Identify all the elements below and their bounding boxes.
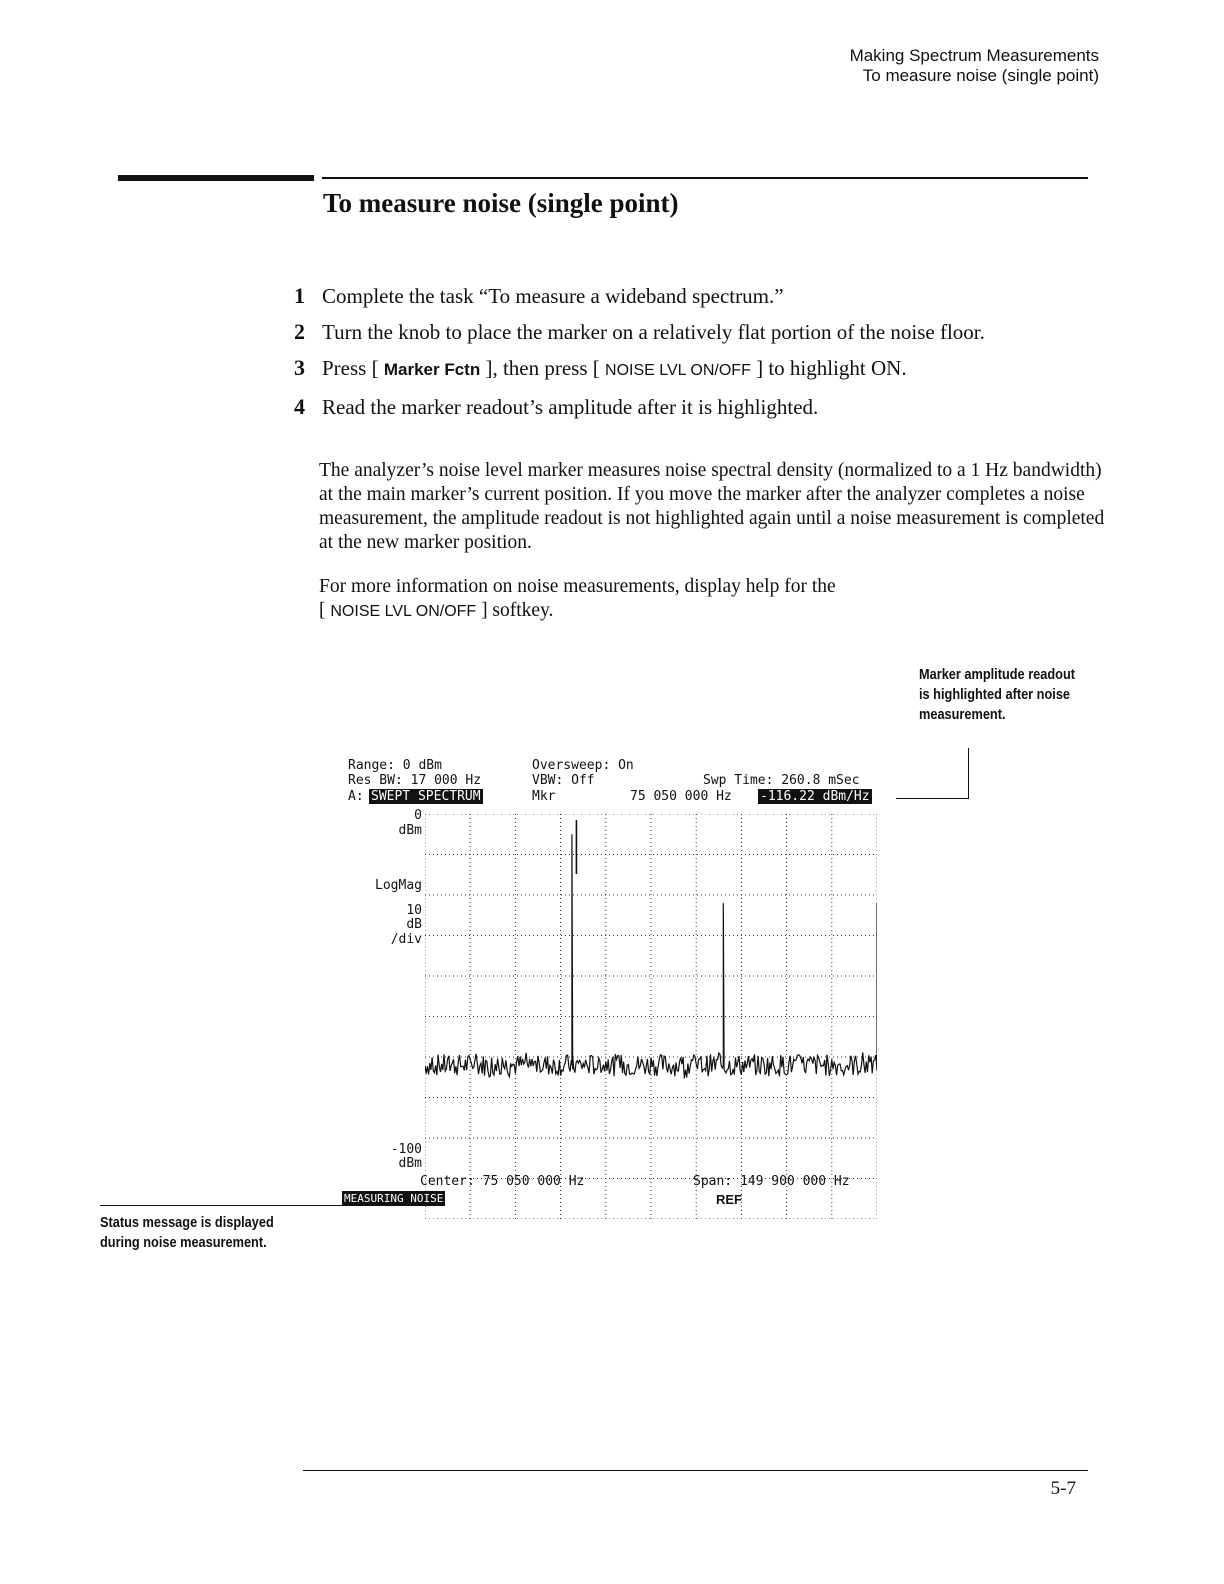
- more-info-paragraph: For more information on noise measurements, display help for the [ NOISE LVL ON/OFF ] softkey.: [319, 576, 836, 621]
- step-1: [290, 278, 1130, 314]
- range-readout: Range: 0 dBm: [348, 758, 442, 773]
- header-chapter: Making Spectrum Measurements: [849, 46, 1099, 65]
- step-text: Complete the task “To measure a wideband spectrum.”: [322, 284, 784, 308]
- oversweep-readout: Oversweep: On: [532, 758, 634, 773]
- softkey-noise-lvl: NOISE LVL ON/OFF: [330, 603, 477, 620]
- hardkey-marker-fctn: Marker Fctn: [383, 360, 481, 379]
- running-header: [850, 46, 1099, 86]
- section-bar: [118, 175, 314, 181]
- scale-per-div: /div: [390, 932, 422, 947]
- marker-frequency: 75 050 000 Hz: [630, 789, 732, 804]
- span-readout: Span: 149 900 000 Hz: [693, 1174, 850, 1189]
- status-callout: Status message is displayed during noise measurement.: [100, 1215, 274, 1251]
- more-info-end: ] softkey.: [481, 600, 554, 621]
- status-leader: [100, 1205, 344, 1206]
- more-info-text: For more information on noise measurements, display help for the: [319, 576, 836, 597]
- step-number: 3: [294, 355, 305, 380]
- section-rule: [322, 177, 1088, 179]
- ref-label: REF: [716, 1192, 742, 1207]
- ref-bottom-unit: dBm: [398, 1156, 422, 1171]
- marker-leader-vertical: [968, 748, 969, 798]
- step-text-pre: Press [: [322, 356, 384, 380]
- ref-bottom-value: -100: [390, 1142, 422, 1157]
- page-number: 5-7: [1050, 1478, 1076, 1499]
- step-text-post: ] to highlight ON.: [750, 356, 907, 380]
- step-number: 1: [294, 283, 305, 308]
- spectrum-grid: [425, 814, 877, 1219]
- step-2: [290, 314, 1130, 350]
- marker-amplitude-readout: -116.22 dBm/Hz: [760, 789, 870, 804]
- step-text: Read the marker readout’s amplitude after it is highlighted.: [322, 395, 819, 419]
- step-number: 2: [294, 319, 305, 344]
- marker-label: Mkr: [532, 789, 556, 804]
- vbw-readout: VBW: Off: [532, 773, 595, 788]
- center-frequency: Center: 75 050 000 Hz: [420, 1174, 585, 1189]
- marker-leader-horizontal: [896, 798, 969, 799]
- ref-top-value: 0: [414, 808, 422, 823]
- noise-marker-description: The analyzer’s noise level marker measures noise spectral density (normalized to a 1 Hz bandwidth) at the main marker’s current position. If you move the marker after the analyzer completes a noise measurement, the amplitude readout is not highlighted again until a noise measurement is completed at the new marker position.: [319, 460, 1105, 553]
- res-bw-readout: Res BW: 17 000 Hz: [348, 773, 482, 788]
- step-text-mid: ], then press [: [480, 356, 606, 380]
- scale-value: 10: [406, 903, 422, 918]
- grid-lines: [425, 814, 877, 1219]
- scale-unit: dB: [406, 917, 422, 932]
- marker-callout: Marker amplitude readout is highlighted after noise measurement.: [919, 667, 1075, 723]
- procedure-steps: [290, 278, 1130, 425]
- status-message: MEASURING NOISE: [344, 1192, 444, 1205]
- section-title: To measure noise (single point): [323, 188, 679, 218]
- step-4: [290, 389, 1130, 425]
- trace-label: A:: [348, 789, 364, 804]
- trace-title: SWEPT SPECTRUM: [371, 789, 481, 804]
- analyzer-screen: [340, 752, 900, 1222]
- step-3: [290, 350, 1130, 389]
- header-section: To measure noise (single point): [862, 66, 1099, 85]
- sweep-time-readout: Swp Time: 260.8 mSec: [703, 773, 860, 788]
- format-label: LogMag: [375, 878, 422, 893]
- step-number: 4: [294, 394, 305, 419]
- softkey-noise-lvl: NOISE LVL ON/OFF: [605, 362, 751, 379]
- footer-rule: [303, 1470, 1088, 1471]
- ref-top-unit: dBm: [398, 823, 422, 838]
- step-text: Turn the knob to place the marker on a relatively flat portion of the noise floor.: [322, 320, 985, 344]
